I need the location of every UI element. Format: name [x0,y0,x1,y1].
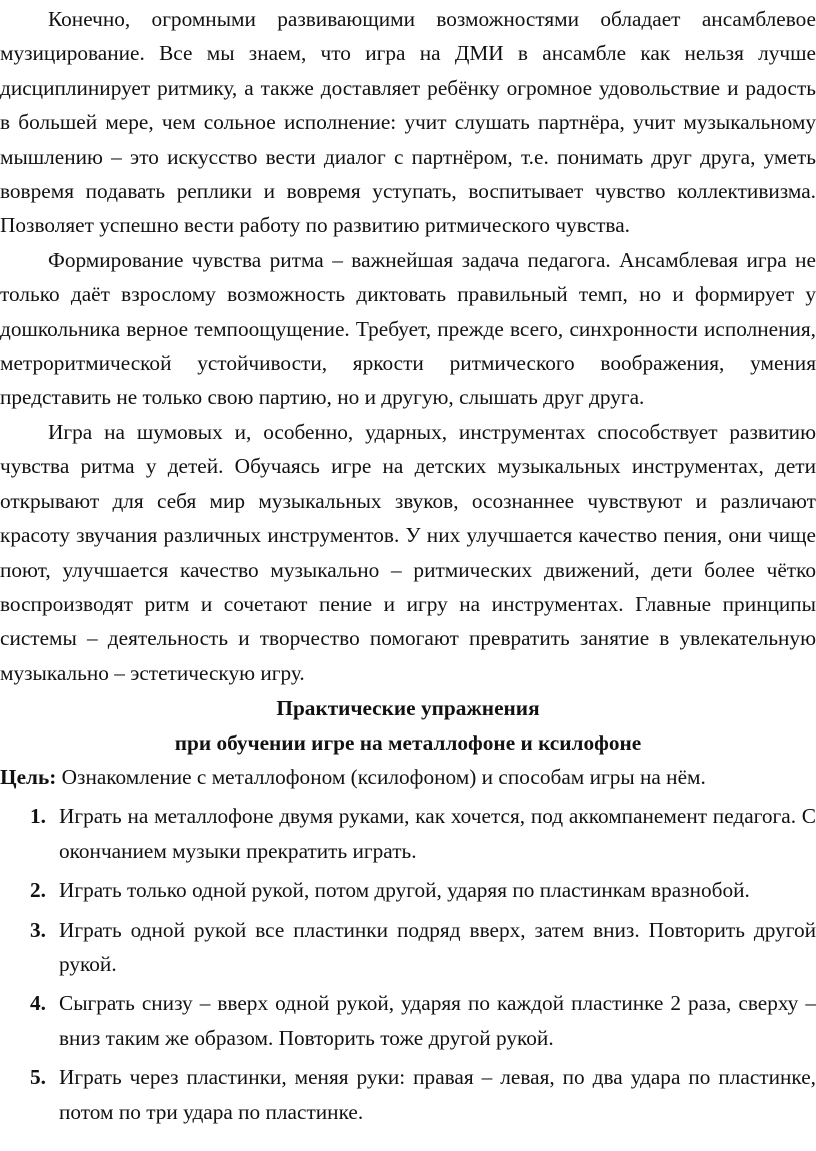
goal-label: Цель: [0,764,57,789]
exercise-item [0,873,816,907]
exercise-list [0,799,816,1129]
paragraph-ensemble: Конечно, огромными развивающими возможностями обладает ансамблевое музицирование. Все мы знаем, что игра на ДМИ в ансамбле как нельзя лучше дисциплинирует ритмику, а также доставляет ребёнку огромное удовольствие и радость в большей мере, чем сольное исполнение: учит слушать партнёра, учит музыкальному мышлению – это искусство вести диалог с партнёром, т.е. понимать друг друга, уметь вовремя подавать реплики и вовремя уступать, воспитывает чувство коллективизма. Позволяет успешно вести работу по развитию ритмического чувства. [0,7,816,238]
exercise-text: Играть через пластинки, меняя руки: правая – левая, по два удара по пластинке, потом по три удара по пластинке. [59,1065,816,1124]
goal-text: Ознакомление с металлофоном (ксилофоном) и способам игры на нём. [56,764,706,789]
exercise-item [0,986,816,1055]
exercise-item [0,1060,816,1129]
exercise-text: Играть на металлофоне двумя руками, как хочется, под аккомпанемент педагога. С окончанием музыки прекратить играть. [59,804,816,863]
section-title-line1: Практические упражнения [276,696,540,721]
paragraph-rhythm: Формирование чувства ритма – важнейшая задача педагога. Ансамблевая игра не только даёт взрослому возможность диктовать правильный темп, но и формирует у дошкольника верное темпоощущение. Требует, прежде всего, синхронности исполнения, метроритмической устойчивости, яркости ритмического воображения, умения представить не только свою партию, но и другую, слышать друг друга. [0,247,816,410]
goal-statement [0,760,816,794]
exercise-number: 5. [30,1065,46,1090]
exercise-text: Играть только одной рукой, потом другой, ударяя по пластинкам вразнобой. [59,878,750,903]
section-title-line2: при обучении игре на металлофоне и ксилофоне [174,730,642,755]
exercise-number: 2. [30,878,46,903]
exercise-number: 3. [30,917,46,942]
exercise-text: Сыграть снизу – вверх одной рукой, ударяя по каждой пластинке 2 раза, сверху – вниз таким же образом. Повторить тоже другой рукой. [59,991,816,1050]
paragraph-instruments: Игра на шумовых и, особенно, ударных, инструментах способствует развитию чувства ритма у детей. Обучаясь игре на детских музыкальных инструментах, дети открывают для себя мир музыкальных звуков, осознаннее чувствуют и различают красоту звучания различных инструментов. У них улучшается качество пения, они чище поют, улучшается качество музыкально – ритмических движений, дети более чётко воспроизводят ритм и сочетают пение и игру на инструментах. Главные принципы системы – деятельность и творчество помогают превратить занятие в увлекательную музыкально – эстетическую игру. [0,419,816,685]
exercise-number: 1. [30,804,46,829]
exercise-text: Играть одной рукой все пластинки подряд вверх, затем вниз. Повторить другой рукой. [59,917,816,976]
exercise-item [0,913,816,982]
exercise-number: 4. [30,991,46,1016]
exercise-item [0,799,816,868]
